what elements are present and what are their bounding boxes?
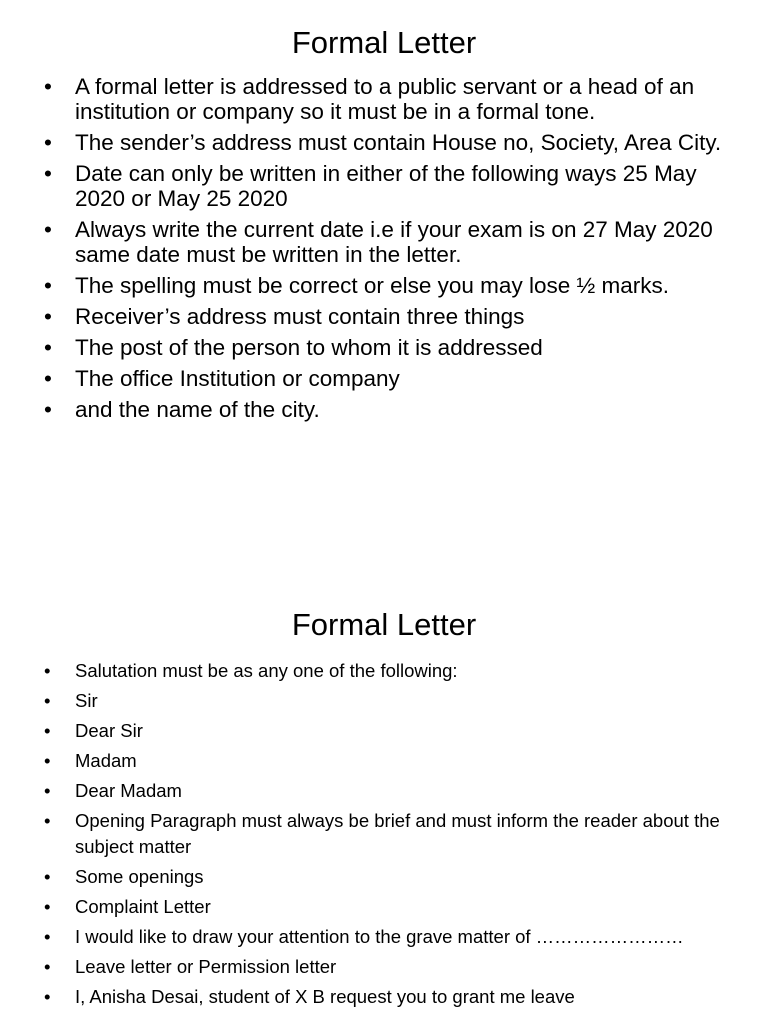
bullet-icon: •	[44, 926, 51, 947]
bullet-text: and the name of the city.	[75, 397, 320, 422]
bullet-icon: •	[44, 304, 52, 329]
bullet-text: Receiver’s address must contain three things	[75, 304, 525, 329]
list-item	[44, 130, 744, 155]
bullet-text: Salutation must be as any one of the following:	[75, 660, 458, 681]
list-item	[44, 864, 744, 890]
bullet-text: I would like to draw your attention to the grave matter of ……………………	[75, 926, 684, 947]
list-item	[44, 748, 744, 774]
bullet-icon: •	[44, 273, 52, 298]
list-item	[44, 718, 744, 744]
list-item	[44, 984, 744, 1010]
bullet-text: The spelling must be correct or else you may lose ½ marks.	[75, 273, 669, 298]
bullet-text: Sir	[75, 690, 98, 711]
list-item	[44, 74, 744, 124]
slide-1-title: Formal Letter	[291, 25, 477, 60]
bullet-text: The sender’s address must contain House no, Society, Area City.	[75, 130, 722, 155]
bullet-text: The office Institution or company	[75, 366, 400, 391]
bullet-icon: •	[44, 720, 51, 741]
bullet-icon: •	[44, 217, 52, 242]
list-item	[44, 924, 744, 950]
list-item	[44, 161, 744, 211]
bullet-text: Madam	[75, 750, 137, 771]
bullet-icon: •	[44, 130, 52, 155]
bullet-icon: •	[44, 866, 51, 887]
slide-2-title: Formal Letter	[291, 607, 477, 642]
list-item	[44, 658, 744, 684]
list-item	[44, 304, 744, 329]
bullet-text: Date can only be written in either of the following ways 25 May 2020 or May 25 2020	[75, 161, 697, 211]
slide-2	[0, 580, 768, 1024]
bullet-icon: •	[44, 810, 51, 831]
list-item	[44, 808, 744, 860]
bullet-text: A formal letter is addressed to a public servant or a head of an institution or company so it must be in a formal tone.	[75, 74, 695, 124]
bullet-text: Dear Madam	[75, 780, 182, 801]
list-item	[44, 366, 744, 391]
list-item	[44, 894, 744, 920]
list-item	[44, 217, 744, 267]
list-item	[44, 688, 744, 714]
list-item	[44, 954, 744, 980]
bullet-icon: •	[44, 690, 51, 711]
slide-2-bullet-list	[44, 658, 744, 1014]
bullet-icon: •	[44, 366, 52, 391]
bullet-icon: •	[44, 750, 51, 771]
slide-1-bullet-list	[44, 74, 744, 428]
bullet-text: Complaint Letter	[75, 896, 211, 917]
bullet-icon: •	[44, 956, 51, 977]
bullet-text: Some openings	[75, 866, 204, 887]
bullet-text: Leave letter or Permission letter	[75, 956, 337, 977]
bullet-icon: •	[44, 780, 51, 801]
bullet-text: The post of the person to whom it is addressed	[75, 335, 543, 360]
bullet-text: Opening Paragraph must always be brief and must inform the reader about the subject matter	[75, 810, 720, 857]
bullet-icon: •	[44, 397, 52, 422]
bullet-icon: •	[44, 74, 52, 99]
bullet-text: I, Anisha Desai, student of X B request you to grant me leave	[75, 986, 575, 1007]
list-item	[44, 273, 744, 298]
bullet-icon: •	[44, 986, 51, 1007]
bullet-icon: •	[44, 896, 51, 917]
bullet-icon: •	[44, 660, 51, 681]
bullet-icon: •	[44, 161, 52, 186]
bullet-text: Always write the current date i.e if your exam is on 27 May 2020 same date must be written in the letter.	[75, 217, 713, 267]
list-item	[44, 778, 744, 804]
bullet-icon: •	[44, 335, 52, 360]
list-item	[44, 335, 744, 360]
list-item	[44, 397, 744, 422]
bullet-text: Dear Sir	[75, 720, 143, 741]
